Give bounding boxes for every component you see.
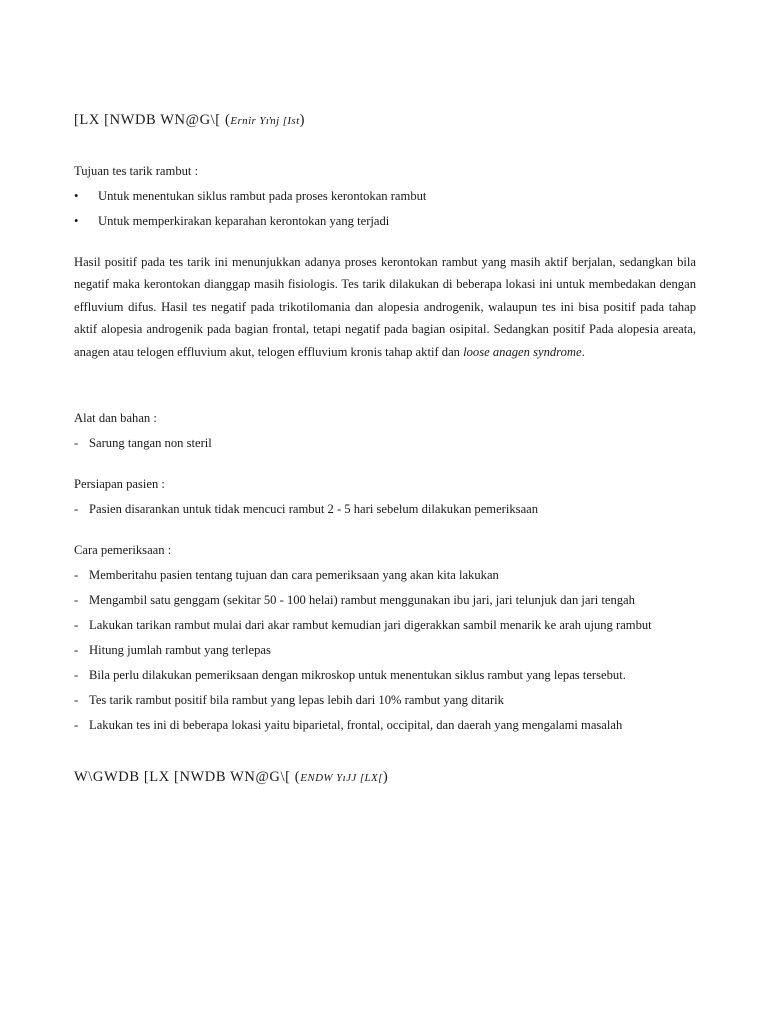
list-item-text: Hitung jumlah rambut yang terlepas: [89, 643, 271, 657]
list-item-text: Lakukan tarikan rambut mulai dari akar rambut kemudian jari digerakkan sambil menarik ke arah ujung rambut: [89, 618, 652, 632]
list-item: [74, 667, 696, 684]
list-item: [74, 188, 696, 205]
list-item-text: Pasien disarankan untuk tidak mencuci rambut 2 - 5 hari sebelum dilakukan pemeriksaan: [89, 502, 539, 516]
bullet-marker: •: [74, 214, 79, 228]
dash-marker: -: [74, 668, 79, 682]
heading-2-close: ): [382, 769, 389, 785]
list-item-text: Sarung tangan non steril: [89, 436, 212, 450]
list-item: [74, 213, 696, 230]
paragraph-italic: loose anagen syndrome: [463, 344, 582, 359]
prep-section: [74, 476, 696, 518]
heading-1-main: [LX [NWDB WN@G\[ (: [74, 112, 231, 128]
dash-marker: -: [74, 643, 79, 657]
list-item: [74, 692, 696, 709]
list-item-text: Tes tarik rambut positif bila rambut yang lepas lebih dari 10% rambut yang ditarik: [89, 693, 504, 707]
dash-marker: -: [74, 436, 79, 450]
list-item: [74, 592, 696, 609]
list-item-text: Untuk memperkirakan keparahan kerontokan yang terjadi: [98, 214, 390, 228]
dash-marker: -: [74, 718, 79, 732]
section-heading-1: [74, 112, 305, 129]
procedure-section: [74, 542, 696, 734]
list-item: [74, 435, 696, 452]
body-paragraph: [74, 251, 696, 363]
dash-marker: -: [74, 593, 79, 607]
heading-1-sub: Ernir Yıŉj [Ist: [230, 115, 300, 127]
list-item-text: Lakukan tes ini di beberapa lokasi yaitu biparietal, frontal, occipital, dan daerah yang mengalami masalah: [89, 718, 623, 732]
dash-marker: -: [74, 568, 79, 582]
list-item: [74, 642, 696, 659]
dash-marker: -: [74, 693, 79, 707]
heading-1-close: ): [299, 112, 306, 128]
tools-section: [74, 410, 696, 452]
heading-2-sub: ENDW YıJJ [LX[: [300, 772, 383, 784]
list-item: [74, 717, 696, 734]
dash-marker: -: [74, 618, 79, 632]
procedure-label: Cara pemeriksaan :: [74, 543, 172, 557]
list-item-text: Untuk menentukan siklus rambut pada proses kerontokan rambut: [98, 189, 427, 203]
list-item-text: Mengambil satu genggam (sekitar 50 - 100 helai) rambut menggunakan ibu jari, jari telunjuk dan jari tengah: [89, 593, 635, 607]
heading-2-main: W\GWDB [LX [NWDB WN@G\[ (: [74, 769, 301, 785]
list-item-text: Bila perlu dilakukan pemeriksaan dengan mikroskop untuk menentukan siklus rambut yang lepas tersebut.: [89, 668, 626, 682]
list-item: [74, 567, 696, 584]
list-item: [74, 501, 696, 518]
paragraph-end: .: [581, 344, 585, 359]
tools-label: Alat dan bahan :: [74, 411, 157, 425]
prep-label: Persiapan pasien :: [74, 477, 165, 491]
list-item: [74, 617, 696, 634]
bullet-marker: •: [74, 189, 79, 203]
purpose-section: [74, 163, 696, 230]
list-item-text: Memberitahu pasien tentang tujuan dan cara pemeriksaan yang akan kita lakukan: [89, 568, 499, 582]
dash-marker: -: [74, 502, 79, 516]
purpose-label: Tujuan tes tarik rambut :: [74, 164, 199, 178]
section-heading-2: [74, 769, 388, 786]
paragraph-text: Hasil positif pada tes tarik ini menunjukkan adanya proses kerontokan rambut yang masih aktif berjalan, sedangkan bila negatif maka kerontokan dianggap masih fisiologis. Tes tarik dilakukan di beberapa lokasi ini untuk membedakan dengan effluvium difus. Hasil tes negatif pada trikotilomania dan alopesia androgenik, walaupun tes ini bisa positif pada tahap aktif alopesia androgenik pada bagian frontal, tetapi negatif pada bagian osipital. Sedangkan positif Pada alopesia areata, anagen atau telogen effluvium akut, telogen effluvium kronis tahap aktif dan: [74, 255, 696, 359]
